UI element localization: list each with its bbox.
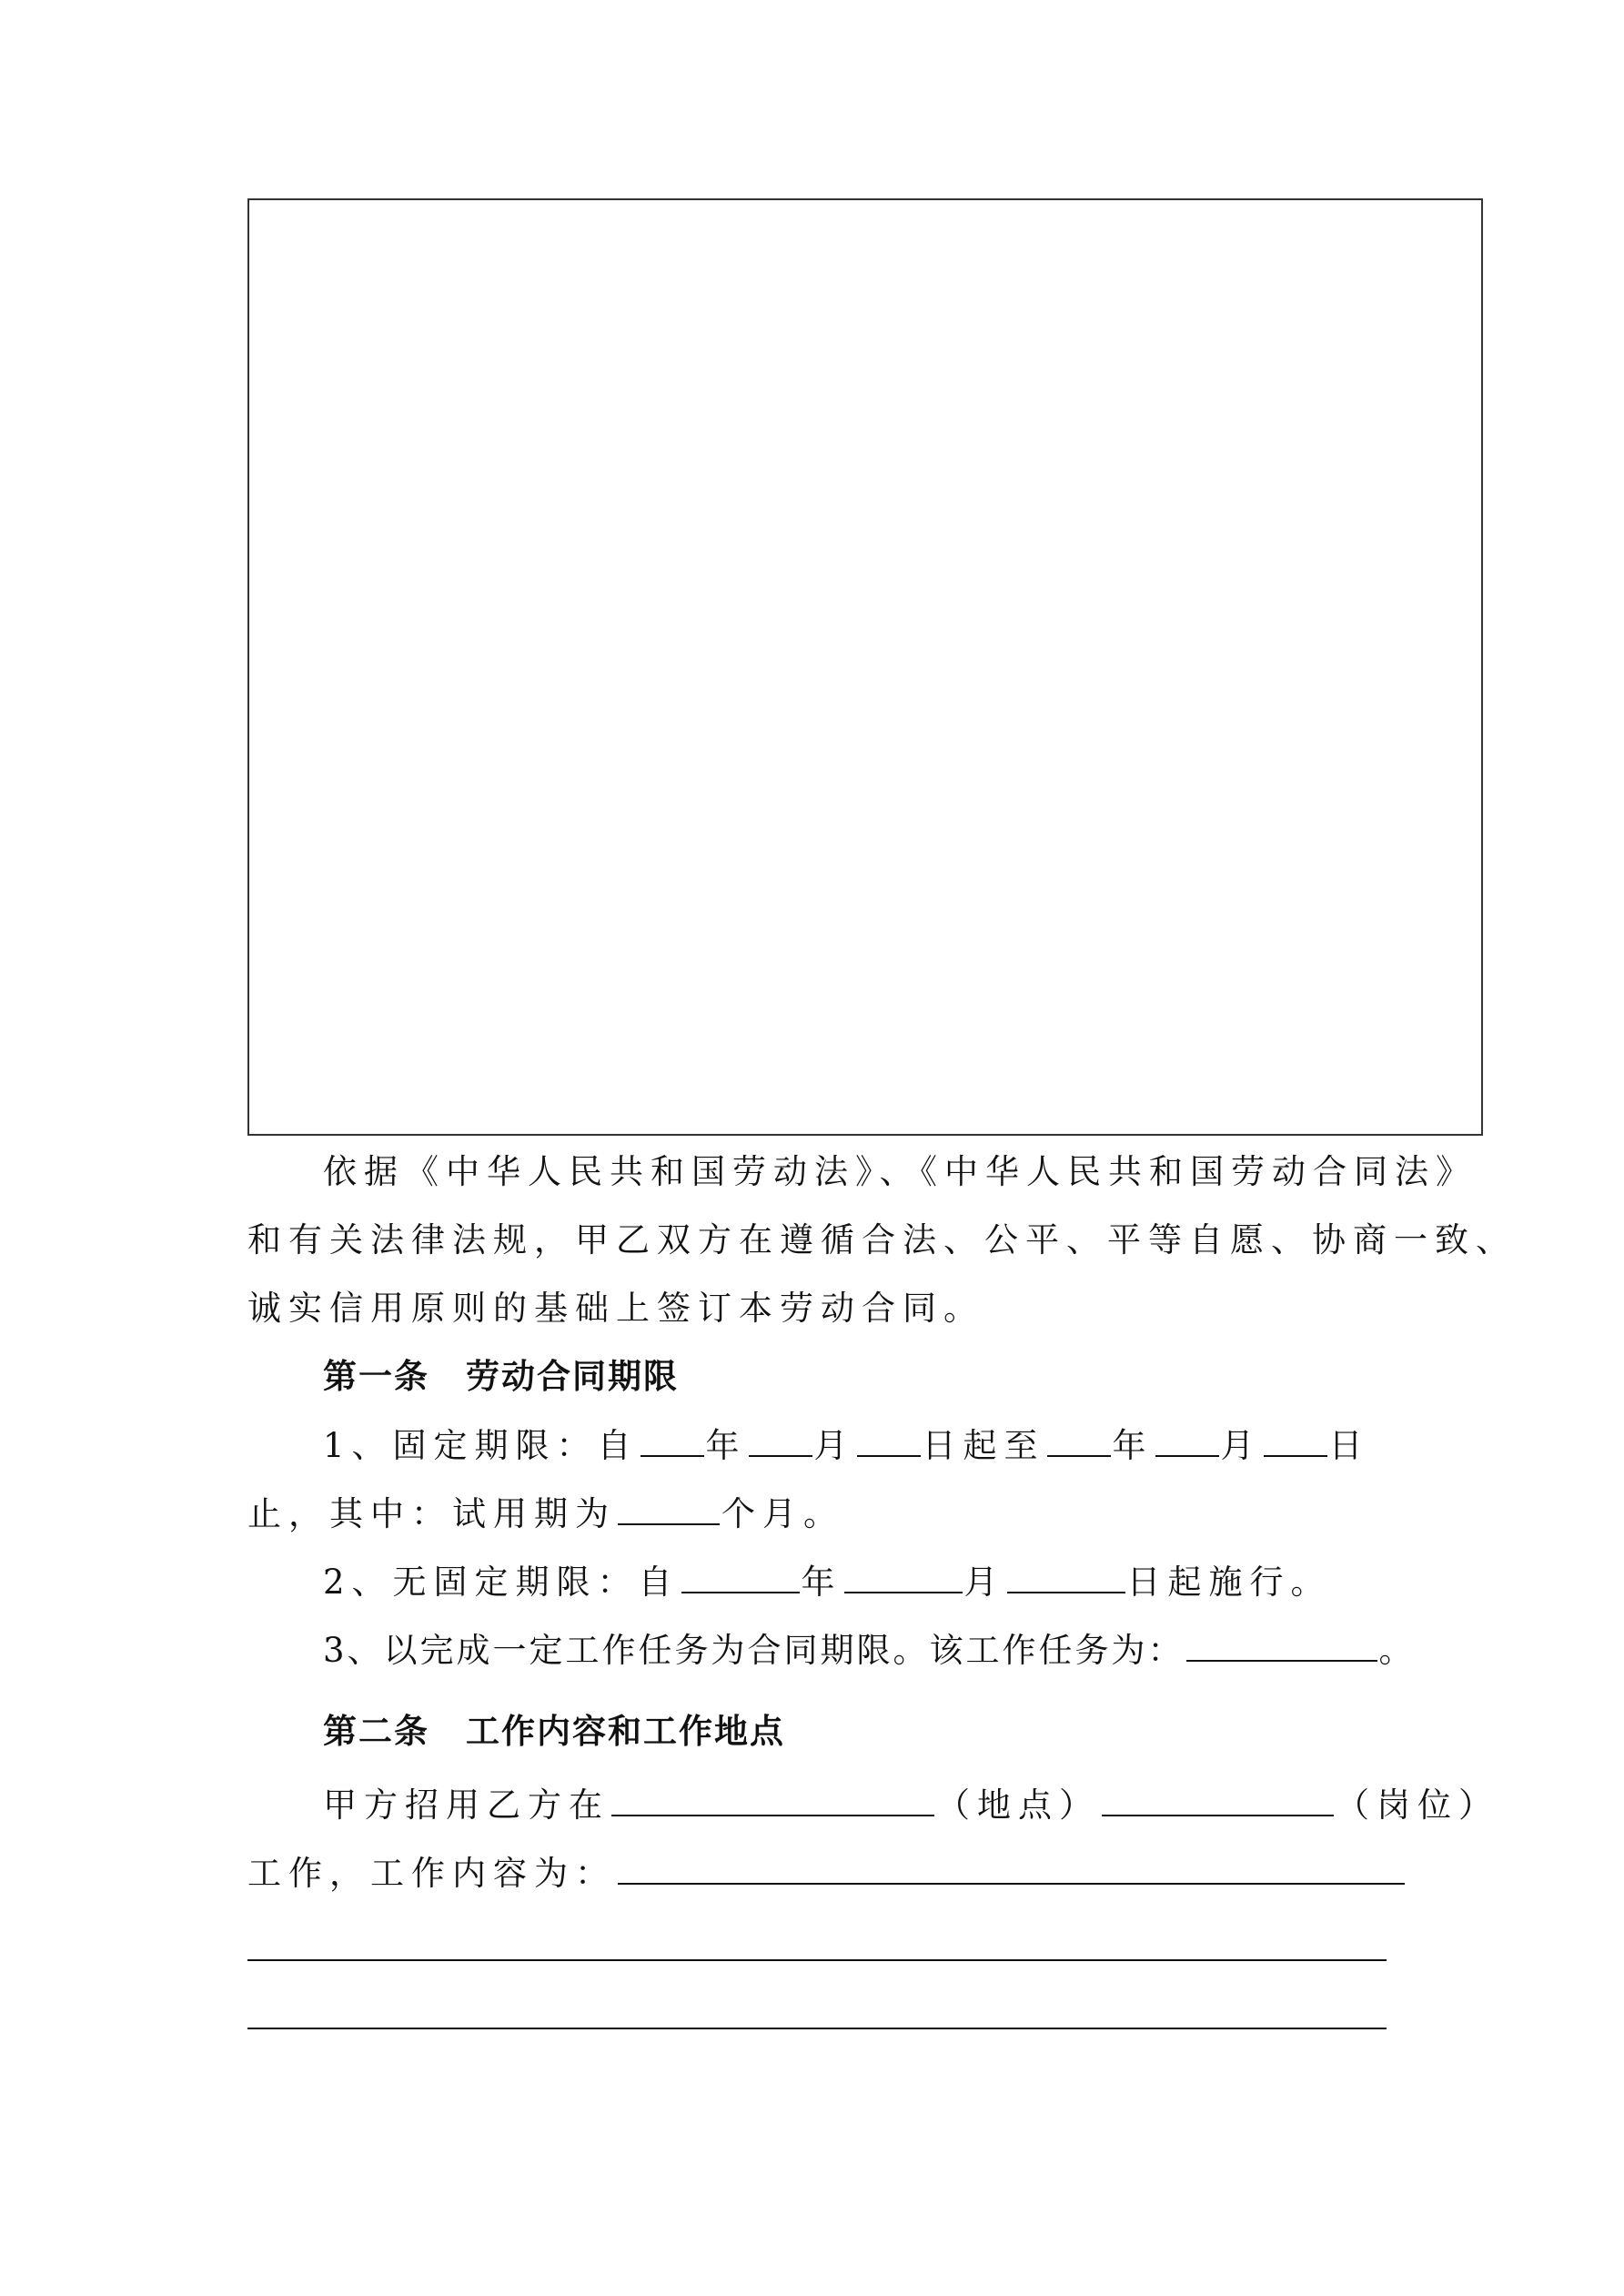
article-1-number: 第一条 (323, 1357, 429, 1396)
article-1-title: 劳动合同期限 (466, 1357, 679, 1396)
month-label-2: 月 (1220, 1426, 1262, 1465)
task-blank[interactable] (1186, 1627, 1377, 1662)
year-label-2: 年 (1112, 1426, 1154, 1465)
probation-months-blank[interactable] (618, 1491, 720, 1525)
intro-line-3: 诚实信用原则的基础上签订本劳动合同。 (247, 1289, 984, 1328)
article-2-title: 工作内容和工作地点 (466, 1712, 785, 1751)
work-content-blank[interactable] (618, 1850, 1405, 1885)
article-1-heading (323, 1354, 679, 1400)
work-content-prefix: 工作，工作内容为： (247, 1854, 616, 1893)
open-day-label: 日起施行。 (1126, 1563, 1332, 1602)
end-month-blank[interactable] (1155, 1422, 1219, 1457)
year-label: 年 (705, 1426, 747, 1465)
end-day-blank[interactable] (1264, 1422, 1327, 1457)
end-year-blank[interactable] (1047, 1422, 1111, 1457)
start-month-blank[interactable] (749, 1422, 812, 1457)
day-end-label: 日 (1328, 1426, 1370, 1465)
task-term-line (323, 1627, 1416, 1674)
position-label: （岗位） (1336, 1785, 1499, 1825)
image-placeholder-frame (247, 198, 1483, 1136)
start-year-blank[interactable] (641, 1422, 704, 1457)
location-blank[interactable] (611, 1782, 934, 1816)
article-2-number: 第二条 (323, 1712, 429, 1751)
position-blank[interactable] (1102, 1782, 1334, 1816)
article-2-heading (323, 1709, 785, 1755)
day-start-label: 日起至 (922, 1426, 1045, 1465)
location-label: （地点） (936, 1785, 1100, 1825)
work-content-blank-line-3[interactable] (247, 2028, 1387, 2029)
work-location-line (323, 1782, 1499, 1828)
fixed-term-line-1 (323, 1422, 1370, 1469)
open-year-label: 年 (801, 1563, 842, 1602)
task-end: 。 (1378, 1631, 1416, 1670)
work-content-line (247, 1850, 1407, 1896)
probation-months-label: 个月。 (721, 1494, 844, 1533)
employment-prefix: 甲方招用乙方在 (323, 1785, 610, 1825)
probation-prefix: 止，其中：试用期为 (247, 1494, 616, 1533)
task-term-text: 3、以完成一定工作任务为合同期限。该工作任务为： (323, 1631, 1185, 1670)
start-day-blank[interactable] (857, 1422, 921, 1457)
open-month-label: 月 (963, 1563, 1005, 1602)
intro-line-2: 和有关法律法规，甲乙双方在遵循合法、公平、平等自愿、协商一致、 (247, 1220, 1517, 1259)
open-start-month-blank[interactable] (844, 1559, 963, 1593)
open-start-day-blank[interactable] (1007, 1559, 1125, 1593)
month-label: 月 (813, 1426, 855, 1465)
intro-line-1: 依据《中华人民共和国劳动法》、《中华人民共和国劳动合同法》 (323, 1152, 1477, 1191)
fixed-term-line-2 (247, 1491, 844, 1537)
open-term-prefix: 2、无固定期限：自 (323, 1563, 680, 1602)
fixed-term-prefix: 1、固定期限：自 (323, 1426, 639, 1465)
open-start-year-blank[interactable] (681, 1559, 800, 1593)
work-content-blank-line-2[interactable] (247, 1959, 1387, 1961)
open-term-line (323, 1559, 1332, 1605)
